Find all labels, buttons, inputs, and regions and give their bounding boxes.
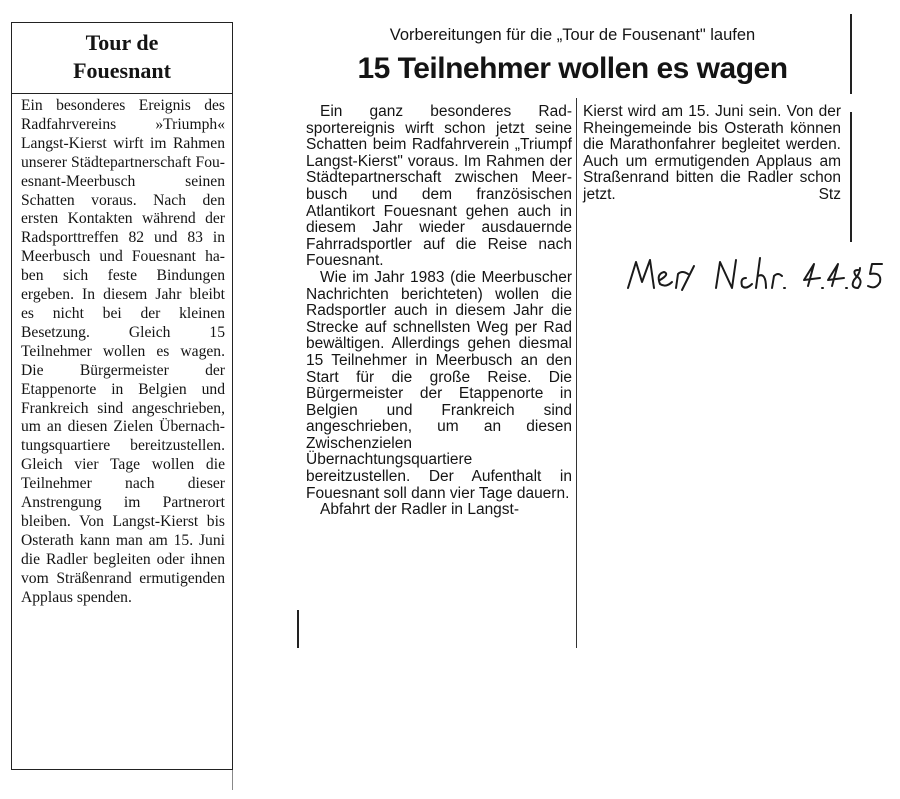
handwritten-source-note [620,248,900,308]
handwriting-drawing [620,248,900,308]
left-title-line2: Fouesnant [73,58,171,83]
col2-text: Kierst wird am 15. Juni sein. Von der Rheingemeinde bis Osterath können die Marathonfahrer begleitet werden. Auch um ermutigenden Applaus am Straßenrand bitten die Radler schon jetzt. [583,103,841,203]
right-article-kicker: Vorbereitungen für die „Tour de Fousenant" laufen [389,26,756,44]
left-article-clipping [11,22,233,770]
right-article-column-2 [583,104,841,204]
column-rule [576,98,577,648]
column-rule [850,112,852,242]
paragraph: Abfahrt der Radler in Langst- [320,501,520,519]
right-article-headline: 15 Teilnehmer wollen es wagen [357,52,788,85]
left-article-title [12,29,232,85]
column-rule [850,14,852,94]
paragraph [583,104,841,204]
left-title-line1: Tour de [85,30,159,55]
right-article-column-1 [306,104,572,634]
column-rule [297,610,299,648]
paragraph: Wie im Jahr 1983 (die Meerbuscher Nachrichten berichteten) wollen die Radsportler auch in diesem Jahr die Strecke auf schnellsten Weg per Rad bewältigen. Allerdings gehen diesmal 15 Teilnehmer in Meerbusch an den Start für die große Reise. Die Bürgermeister der Etappenorte in Belgien und Frankreich sind angeschrieben, um an diesen Zwischenzielen Übernachtungsquartiere bereitzustellen. Der Aufenthalt in Fouesnant soll dann vier Tage dauern. [306,268,572,502]
author-initials: Stz [818,185,841,203]
left-article-body: Ein besonderes Ereignis des Radfahrvereins »Triumph« Langst-Kierst wirft im Rahmen unserer Städtepartnerschaft Fouesnant-Meerbusch seinen Schatten voraus. Nach den ersten Kontakten während der Radsporttreffen 82 und 83 in Meerbusch und Fouesnant haben sich feste Bindungen ergeben. In diesem Jahr bleibt es nicht bei der kleinen Besetzung. Gleich 15 Teilnehmer wollen es wagen. Die Bürgermeister der Etappenorte in Belgien und Frankreich sind angeschrieben, um an diesen Zielen Übernachtungsquartiere bereitzustellen. Gleich vier Tage wollen die Teilnehmer nach dieser Anstrengung im Partnerort bleiben. Von Langst-Kierst bis Osterath kann man am 15. Juni die Radler begleiten oder ihnen vom Sträßenrand ermutigenden Applaus spenden. [21,97,225,606]
paragraph: Ein ganz besonderes Radsportereignis wirft schon jetzt seine Schatten beim Radfahrverein „Triumpf Langst-Kierst" voraus. Im Rahmen der Städtepartnerschaft zwischen Meerbusch und dem französischen Atlantikort Fouesnant gehen auch in diesem Jahr wieder ausdauernde Fahrradsportler auf die Reise nach Fouesnant. [306,103,572,270]
clipping-edge [232,770,237,790]
